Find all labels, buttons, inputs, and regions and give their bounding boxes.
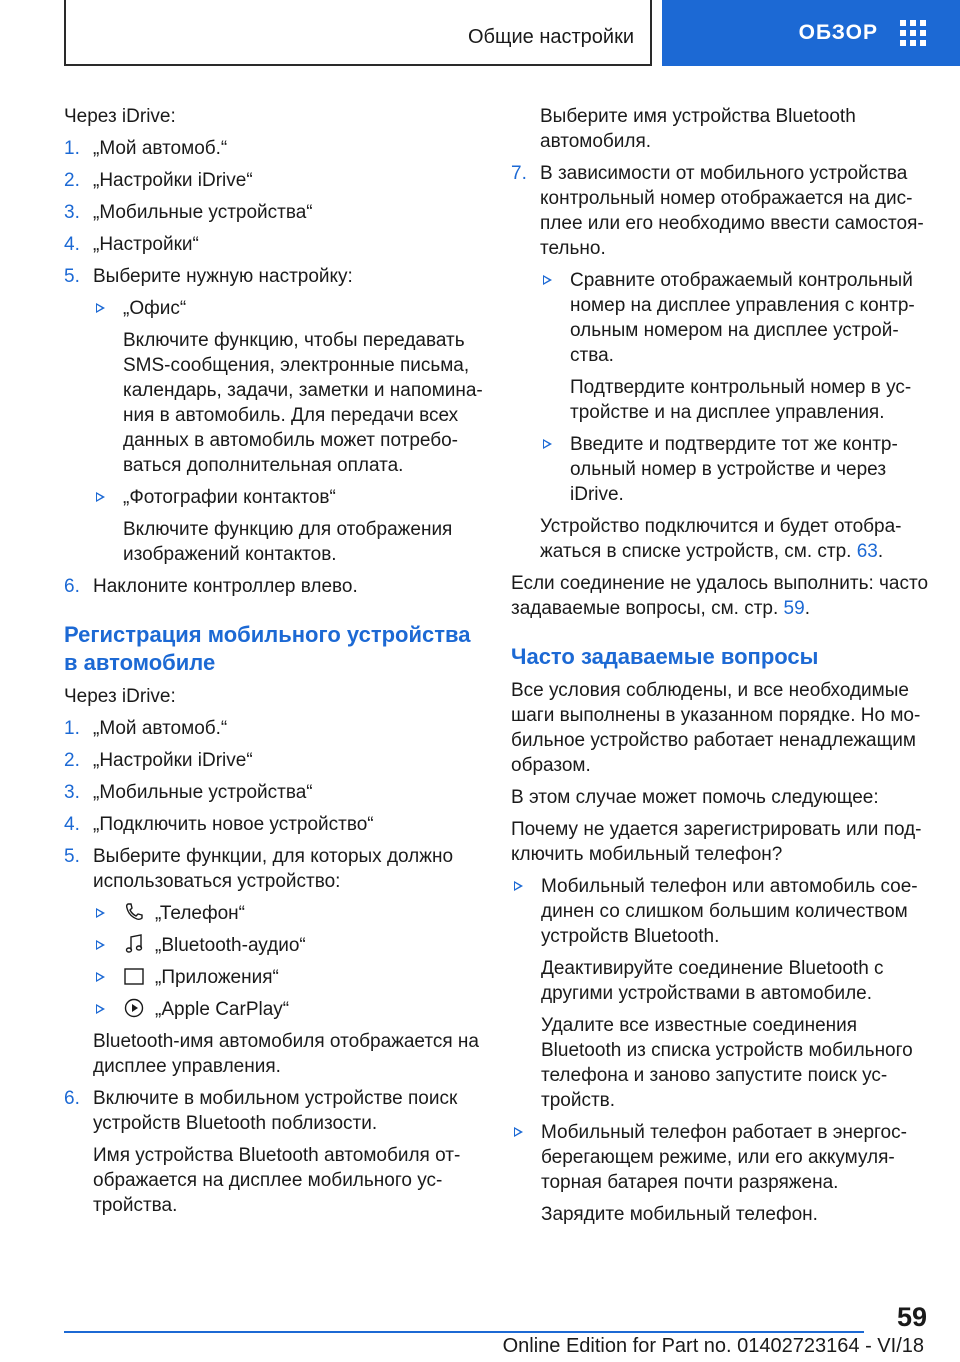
option-desc: Подтвердите контрольный номер в ус-тройстве и на дисплее управления.: [570, 377, 912, 423]
list-item: [64, 168, 484, 193]
step-number: 5.: [64, 846, 80, 867]
registration-steps: [64, 716, 484, 1218]
step-text: Наклоните контроллер влево.: [93, 576, 358, 597]
list-item: [93, 485, 484, 567]
step-text: „Настройки“: [93, 234, 199, 255]
option-title: Введите и подтвердите тот же контр-ольный номер в устройстве и через iDrive.: [570, 434, 898, 505]
list-item: [64, 812, 484, 837]
option-title: „Офис“: [123, 298, 187, 319]
step-number: 2.: [64, 170, 80, 191]
intro-text: Через iDrive:: [64, 106, 176, 127]
left-column: [64, 104, 484, 1225]
step-number: 2.: [64, 750, 80, 771]
step-text: „Мой автомоб.“: [93, 718, 228, 739]
list-item: [64, 136, 484, 161]
section-heading-faq: Часто задаваемые вопросы: [511, 644, 819, 669]
option-title: Сравните отображаемый контрольный номер на дисплее управления с контр-ольным номером на дисплее устрой-ства.: [570, 270, 915, 366]
page-header: [0, 0, 960, 66]
answer-text: Мобильный телефон или автомобиль сое-динен со слишком большим количеством устройств Bluetooth.: [541, 876, 918, 947]
faq-paragraph: Все условия соблюдены, и все необходимые шаги выполнены в указанном порядке. Но мо-бильное устройство работает ненадлежащим образом.: [511, 680, 921, 776]
answer-tip: Удалите все известные соединения Bluetooth из списка устройств мобильного телефона и заново запустите поиск ус-тройств.: [541, 1015, 913, 1111]
answer-tip: Зарядите мобильный телефон.: [541, 1204, 818, 1225]
step-text: „Мобильные устройства“: [93, 202, 313, 223]
step-text: „Настройки iDrive“: [93, 170, 253, 191]
step-text: Выберите нужную настройку:: [93, 266, 353, 287]
settings-steps: [64, 136, 484, 599]
list-item: [93, 296, 484, 478]
list-item: [64, 574, 484, 599]
section-title: Общие настройки: [468, 26, 634, 48]
option-desc: Включите функцию, чтобы передавать SMS-сообщения, электронные письма, календарь, задачи, заметки и напомина-ния в автомобиль. Для передачи всех данных в автомобиль может потребо-ваться дополнительная оплата.: [123, 330, 483, 476]
triangle-bullet-icon: [543, 439, 552, 449]
triangle-bullet-icon: [514, 881, 523, 891]
page-link-63[interactable]: 63: [856, 541, 878, 562]
list-item: [64, 844, 484, 1079]
list-item: [511, 1120, 931, 1227]
page-link-59[interactable]: 59: [783, 598, 805, 619]
step-text: „Мой автомоб.“: [93, 138, 228, 159]
triangle-bullet-icon: [96, 940, 105, 950]
list-item: [511, 161, 931, 564]
answer-tip: Деактивируйте соединение Bluetooth с другими устройствами в автомобиле.: [541, 958, 884, 1004]
triangle-bullet-icon: [543, 275, 552, 285]
list-item: [64, 748, 484, 773]
step-number: 3.: [64, 782, 80, 803]
list-item: [511, 874, 931, 1113]
step-number: 5.: [64, 266, 80, 287]
phone-icon: [123, 901, 145, 923]
list-item: [64, 780, 484, 805]
option-title: „Фотографии контактов“: [123, 487, 336, 508]
function-label: „Телефон“: [155, 903, 245, 924]
step-text: В зависимости от мобильного устройства контрольный номер отображается на дис-плее или его необходимо ввести самостоя-тельно.: [540, 163, 924, 259]
intro-text: Через iDrive:: [64, 686, 176, 707]
step-text: „Мобильные устройства“: [93, 782, 313, 803]
triangle-bullet-icon: [96, 492, 105, 502]
music-note-icon: [123, 933, 145, 955]
apps-icon: [123, 965, 145, 987]
answer-text: Мобильный телефон работает в энергос-берегающем режиме, или его аккумуля-торная батарея почти разряжена.: [541, 1122, 907, 1193]
list-item: [540, 432, 931, 507]
overview-tab[interactable]: [662, 0, 960, 66]
step-number: 6.: [64, 576, 80, 597]
triangle-bullet-icon: [96, 908, 105, 918]
note-text: Bluetooth-имя автомобиля отображается на дисплее управления.: [93, 1031, 479, 1077]
grid-menu-icon[interactable]: [900, 20, 926, 46]
list-item: [93, 997, 484, 1022]
list-item: [64, 264, 484, 567]
list-item: [64, 716, 484, 741]
registration-steps-continued: [511, 161, 931, 564]
faq-paragraph: В этом случае может помочь следующее:: [511, 787, 879, 808]
function-label: „Приложения“: [155, 967, 279, 988]
list-item: [93, 965, 484, 990]
list-item: [64, 200, 484, 225]
step-number: 6.: [64, 1088, 80, 1109]
function-options: [93, 901, 484, 1022]
step-number: 1.: [64, 138, 80, 159]
carplay-icon: [123, 997, 145, 1019]
list-item: [93, 901, 484, 926]
step-number: 7.: [511, 163, 527, 184]
triangle-bullet-icon: [96, 303, 105, 313]
edition-text: Online Edition for Part no. 01402723164 - VI/18: [502, 1335, 924, 1357]
setting-options: [93, 296, 484, 567]
list-item: [64, 1086, 484, 1218]
triangle-bullet-icon: [96, 1004, 105, 1014]
step-number: 4.: [64, 234, 80, 255]
step-text: „Подключить новое устройство“: [93, 814, 374, 835]
fail-text: Если соединение не удалось выполнить: часто задаваемые вопросы, см. стр. 59.: [511, 573, 929, 619]
list-item: [64, 232, 484, 257]
step-text: Включите в мобильном устройстве поиск устройств Bluetooth поблизости.: [93, 1088, 458, 1134]
list-item: [93, 933, 484, 958]
continued-text: Выберите имя устройства Bluetooth автомобиля.: [540, 106, 856, 152]
right-column: [511, 104, 931, 1234]
step-text: „Настройки iDrive“: [93, 750, 253, 771]
triangle-bullet-icon: [96, 972, 105, 982]
step-text: Выберите функции, для которых должно использоваться устройство:: [93, 846, 454, 892]
function-label: „Bluetooth-аудио“: [155, 935, 306, 956]
option-desc: Включите функцию для отображения изображений контактов.: [123, 519, 453, 565]
connect-text: Устройство подключится и будет отобра-жаться в списке устройств, см. стр. 63.: [540, 516, 902, 562]
overview-tab-label: ОБЗОР: [798, 21, 878, 44]
section-heading-registration: Регистрация мобильного устройства в автомобиле: [64, 622, 471, 675]
footer-divider: [64, 1331, 864, 1333]
note-text: Имя устройства Bluetooth автомобиля от-ображается на дисплее мобильного ус-тройства.: [93, 1145, 461, 1216]
step-number: 3.: [64, 202, 80, 223]
faq-question: Почему не удается зарегистрировать или под-ключить мобильный телефон?: [511, 819, 922, 865]
function-label: „Apple CarPlay“: [155, 999, 290, 1020]
list-item: [540, 268, 931, 425]
step-number: 1.: [64, 718, 80, 739]
step-number: 4.: [64, 814, 80, 835]
header-frame: [64, 0, 652, 66]
page-number: 59: [896, 1302, 927, 1332]
verification-options: [540, 268, 931, 507]
faq-answers: [511, 874, 931, 1227]
triangle-bullet-icon: [514, 1127, 523, 1137]
